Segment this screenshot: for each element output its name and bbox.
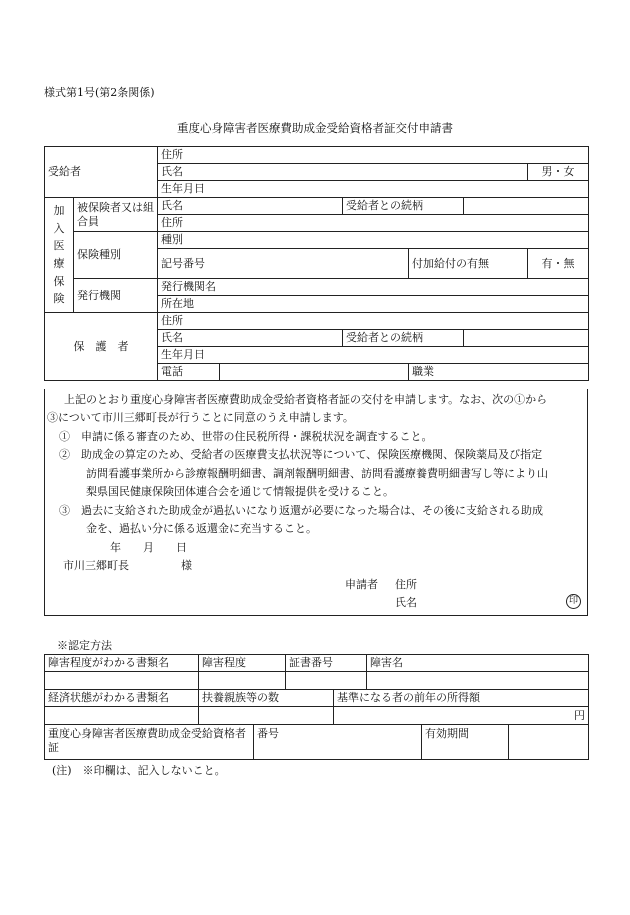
issuing-org-name-label: 発行機関名 <box>158 279 589 296</box>
guardian-phone-value[interactable] <box>220 364 409 381</box>
issuing-org-label: 発行機関 <box>74 279 158 313</box>
guardian-relationship-value[interactable] <box>464 330 589 347</box>
disability-doc-label: 障害程度がわかる書類名 <box>45 655 199 672</box>
form-number: 様式第1号(第2条関係) <box>44 86 155 99</box>
guardian-name-label: 氏名 <box>158 330 343 347</box>
income-label: 基準になる者の前年の所得額 <box>334 690 589 707</box>
seal-mark: 印 <box>566 594 581 609</box>
insured-address-label: 住所 <box>158 215 589 232</box>
card-number-label: 番号 <box>254 725 422 760</box>
insurance-kind-label: 種別 <box>158 232 589 249</box>
consent-item-2b: 訪問看護事業所から診療報酬明細書、調剤報酬明細書、訪問看護療養費明細書写し等により山 <box>86 467 548 480</box>
disability-degree-value <box>199 672 286 690</box>
addressee: 市川三郷町長 <box>63 559 129 572</box>
guardian-occupation-label: 職業 <box>409 364 589 381</box>
disability-doc-value <box>45 672 199 690</box>
insurance-vertical-label <box>45 198 74 313</box>
consent-item-2a: ② 助成金の算定のため、受給者の医療費支払状況等について、保険医療機関、保険薬局及び指定 <box>59 448 543 461</box>
certification-heading: ※認定方法 <box>57 639 112 652</box>
gender-choice: 男・女 <box>528 164 589 181</box>
validity-value <box>509 725 589 760</box>
page-title: 重度心身障害者医療費助成金受給資格者証交付申請書 <box>177 121 453 135</box>
economic-doc-label: 経済状態がわかる書類名 <box>45 690 199 707</box>
dependents-label: 扶養親族等の数 <box>199 690 334 707</box>
insurance-type-label: 保険種別 <box>74 232 158 279</box>
applicant-label: 申請者 <box>345 578 378 591</box>
income-yen-unit: 円 <box>334 707 589 725</box>
recipient-name-label: 氏名 <box>158 164 528 181</box>
issuing-org-location-label: 所在地 <box>158 296 589 313</box>
consent-item-1: ① 申請に係る審査のため、世帯の住民税所得・課税状況を調査すること。 <box>59 430 433 443</box>
consent-line-1: 上記のとおり重度心身障害者医療費助成金受給者資格者証の交付を申請します。なお、次の①から <box>64 393 548 406</box>
insured-relationship-label: 受給者との続柄 <box>343 198 464 215</box>
guardian-relationship-label: 受給者との続柄 <box>343 330 464 347</box>
certification-table <box>44 654 589 760</box>
card-label: 重度心身障害者医療費助成金受給資格者証 <box>45 725 254 760</box>
validity-label: 有効期間 <box>422 725 509 760</box>
cert-number-value <box>286 672 367 690</box>
footnote: (注) ※印欄は、記入しないこと。 <box>52 764 226 777</box>
recipient-address-label: 住所 <box>158 147 589 164</box>
consent-item-3a: ③ 過去に支給された助成金が過払いになり返還が必要になった場合は、その後に支給される助成 <box>59 504 543 517</box>
guardian-birthdate-label: 生年月日 <box>158 347 589 364</box>
additional-benefit-label: 付加給付の有無 <box>409 249 528 279</box>
applicant-address-label: 住所 <box>395 578 417 591</box>
cert-number-label: 証書番号 <box>286 655 367 672</box>
consent-box <box>44 389 588 616</box>
addressee-honorific: 様 <box>181 559 192 572</box>
recipient-birthdate-label: 生年月日 <box>158 181 589 198</box>
disability-name-label: 障害名 <box>367 655 589 672</box>
applicant-table <box>44 146 589 381</box>
insured-name-label: 氏名 <box>158 198 343 215</box>
applicant-name-label: 氏名 <box>395 596 417 609</box>
guardian-address-label: 住所 <box>158 313 589 330</box>
consent-item-3b: 金を、過払い分に係る返還金に充当すること。 <box>86 522 317 535</box>
recipient-label: 受給者 <box>45 147 158 198</box>
yes-no-choice: 有・無 <box>528 249 589 279</box>
application-date: 年 月 日 <box>110 541 187 554</box>
consent-line-2: ③について市川三郷町長が行うことに同意のうえ申請します。 <box>47 411 354 424</box>
guardian-phone-label: 電話 <box>158 364 220 381</box>
insured-person-label: 被保険者又は組合員 <box>74 198 158 232</box>
dependents-value <box>199 707 334 725</box>
guardian-label: 保 護 者 <box>45 313 158 381</box>
disability-name-value <box>367 672 589 690</box>
insurance-vertical-text: 加入医療保険 <box>53 204 65 306</box>
consent-item-2c: 梨県国民健康保険団体連合会を通じて情報提供を受けること。 <box>86 485 394 498</box>
disability-degree-label: 障害程度 <box>199 655 286 672</box>
economic-doc-value <box>45 707 199 725</box>
insured-relationship-value[interactable] <box>464 198 589 215</box>
symbol-number-label: 記号番号 <box>158 249 409 279</box>
